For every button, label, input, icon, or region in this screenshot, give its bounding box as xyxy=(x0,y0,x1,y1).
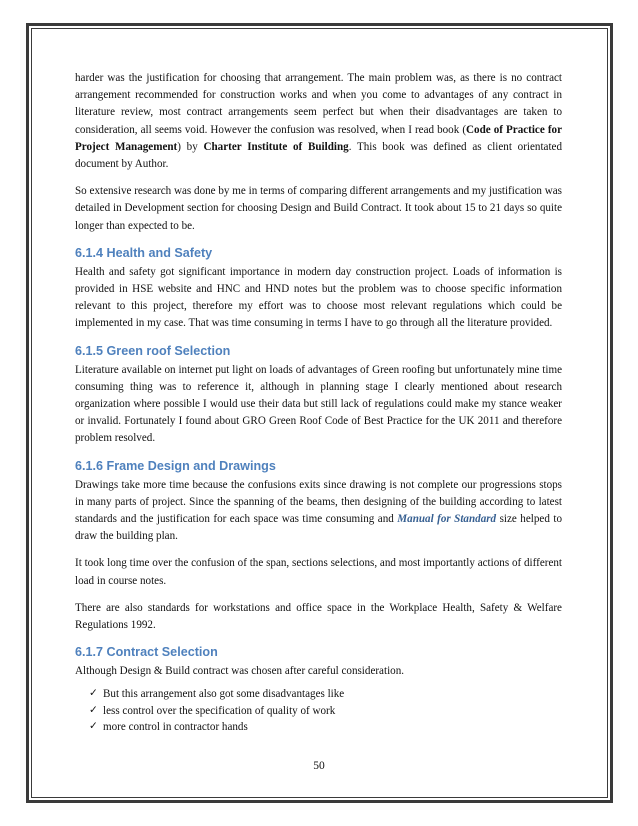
page-number: 50 xyxy=(313,760,325,772)
text-run: ) by xyxy=(177,140,204,153)
document-body xyxy=(75,70,562,736)
list-item xyxy=(89,703,562,720)
paragraph-health-safety: Health and safety got significant importance in modern day construction project. Loads of information is provided in HSE website and HNC and HND notes but the problem was to choose specific information relevant to this project, therefore my effort was to choose most relevant regulations which could be implemented in my case. That was time consuming in terms I have to go through all the literature provided. xyxy=(75,265,562,330)
text-run: Drawings take more time because the confusions exits since drawing is not complete our progressions stops in many parts of project. Since the spanning of the beams, then designing of the building according to latest standards and the justification for each space was time consuming and xyxy=(75,478,562,526)
paragraph-research: So extensive research was done by me in terms of comparing different arrangements and my justification was detailed in Development section for choosing Design and Build Contract. It took about 15 to 21 days so quite longer than expected to be. xyxy=(75,185,562,232)
list-item-text: less control over the specification of quality of work xyxy=(103,704,336,717)
paragraph-frame-span: It took long time over the confusion of the span, sections selections, and most importantly actions of different load in course notes. xyxy=(75,557,562,587)
checkmark-icon: ✓ xyxy=(89,721,98,733)
manual-link[interactable]: Manual for Standard xyxy=(397,513,497,526)
text-run: harder was the justification for choosing that arrangement. The main problem was, as there is no contract arrangement recommended for construction works and when you come to advantages of any contract in literature review, most contract arrangements seem perfect but when their disadvantages are taken to consideration, all seems void. However the confusion was resolved, when I read book ( xyxy=(75,72,562,136)
paragraph-frame-design xyxy=(75,477,562,546)
paragraph-justification xyxy=(75,70,562,173)
heading-contract-selection: 6.1.7 Contract Selection xyxy=(75,645,218,660)
list-item-text: But this arrangement also got some disadvantages like xyxy=(103,688,345,701)
paragraph-contract: Although Design & Build contract was chosen after careful consideration. xyxy=(75,665,405,678)
bullet-list xyxy=(75,686,562,736)
organization-name: Charter Institute of Building xyxy=(203,140,349,153)
paragraph-frame-standards: There are also standards for workstations and office space in the Workplace Health, Safety & Welfare Regulations 1992. xyxy=(75,601,562,632)
paragraph-green-roof: Literature available on internet put light on loads of advantages of Green roofing but unfortunately mine time consuming thing was to reference it, although in planning stage I clearly mentioned about research organization where possible I would use their data but still lack of regulations could make my stance weaker or invalid. Fortunately I found about GRO Green Roof Code of Best Practice for the UK 2011 and therefore problem resolved. xyxy=(75,363,562,445)
text-run: size helped to draw the building plan. xyxy=(75,513,562,543)
list-item xyxy=(89,686,562,703)
checkmark-icon: ✓ xyxy=(89,688,98,700)
heading-green-roof: 6.1.5 Green roof Selection xyxy=(75,343,231,358)
checkmark-icon: ✓ xyxy=(89,704,98,716)
list-item xyxy=(89,719,562,736)
heading-frame-design: 6.1.6 Frame Design and Drawings xyxy=(75,458,276,473)
heading-health-safety: 6.1.4 Health and Safety xyxy=(75,245,213,260)
book-title: Code of Practice for Project Management xyxy=(75,123,562,153)
text-run: . This book was defined as client orientated document by Author. xyxy=(75,140,563,171)
list-item-text: more control in contractor hands xyxy=(103,721,248,734)
